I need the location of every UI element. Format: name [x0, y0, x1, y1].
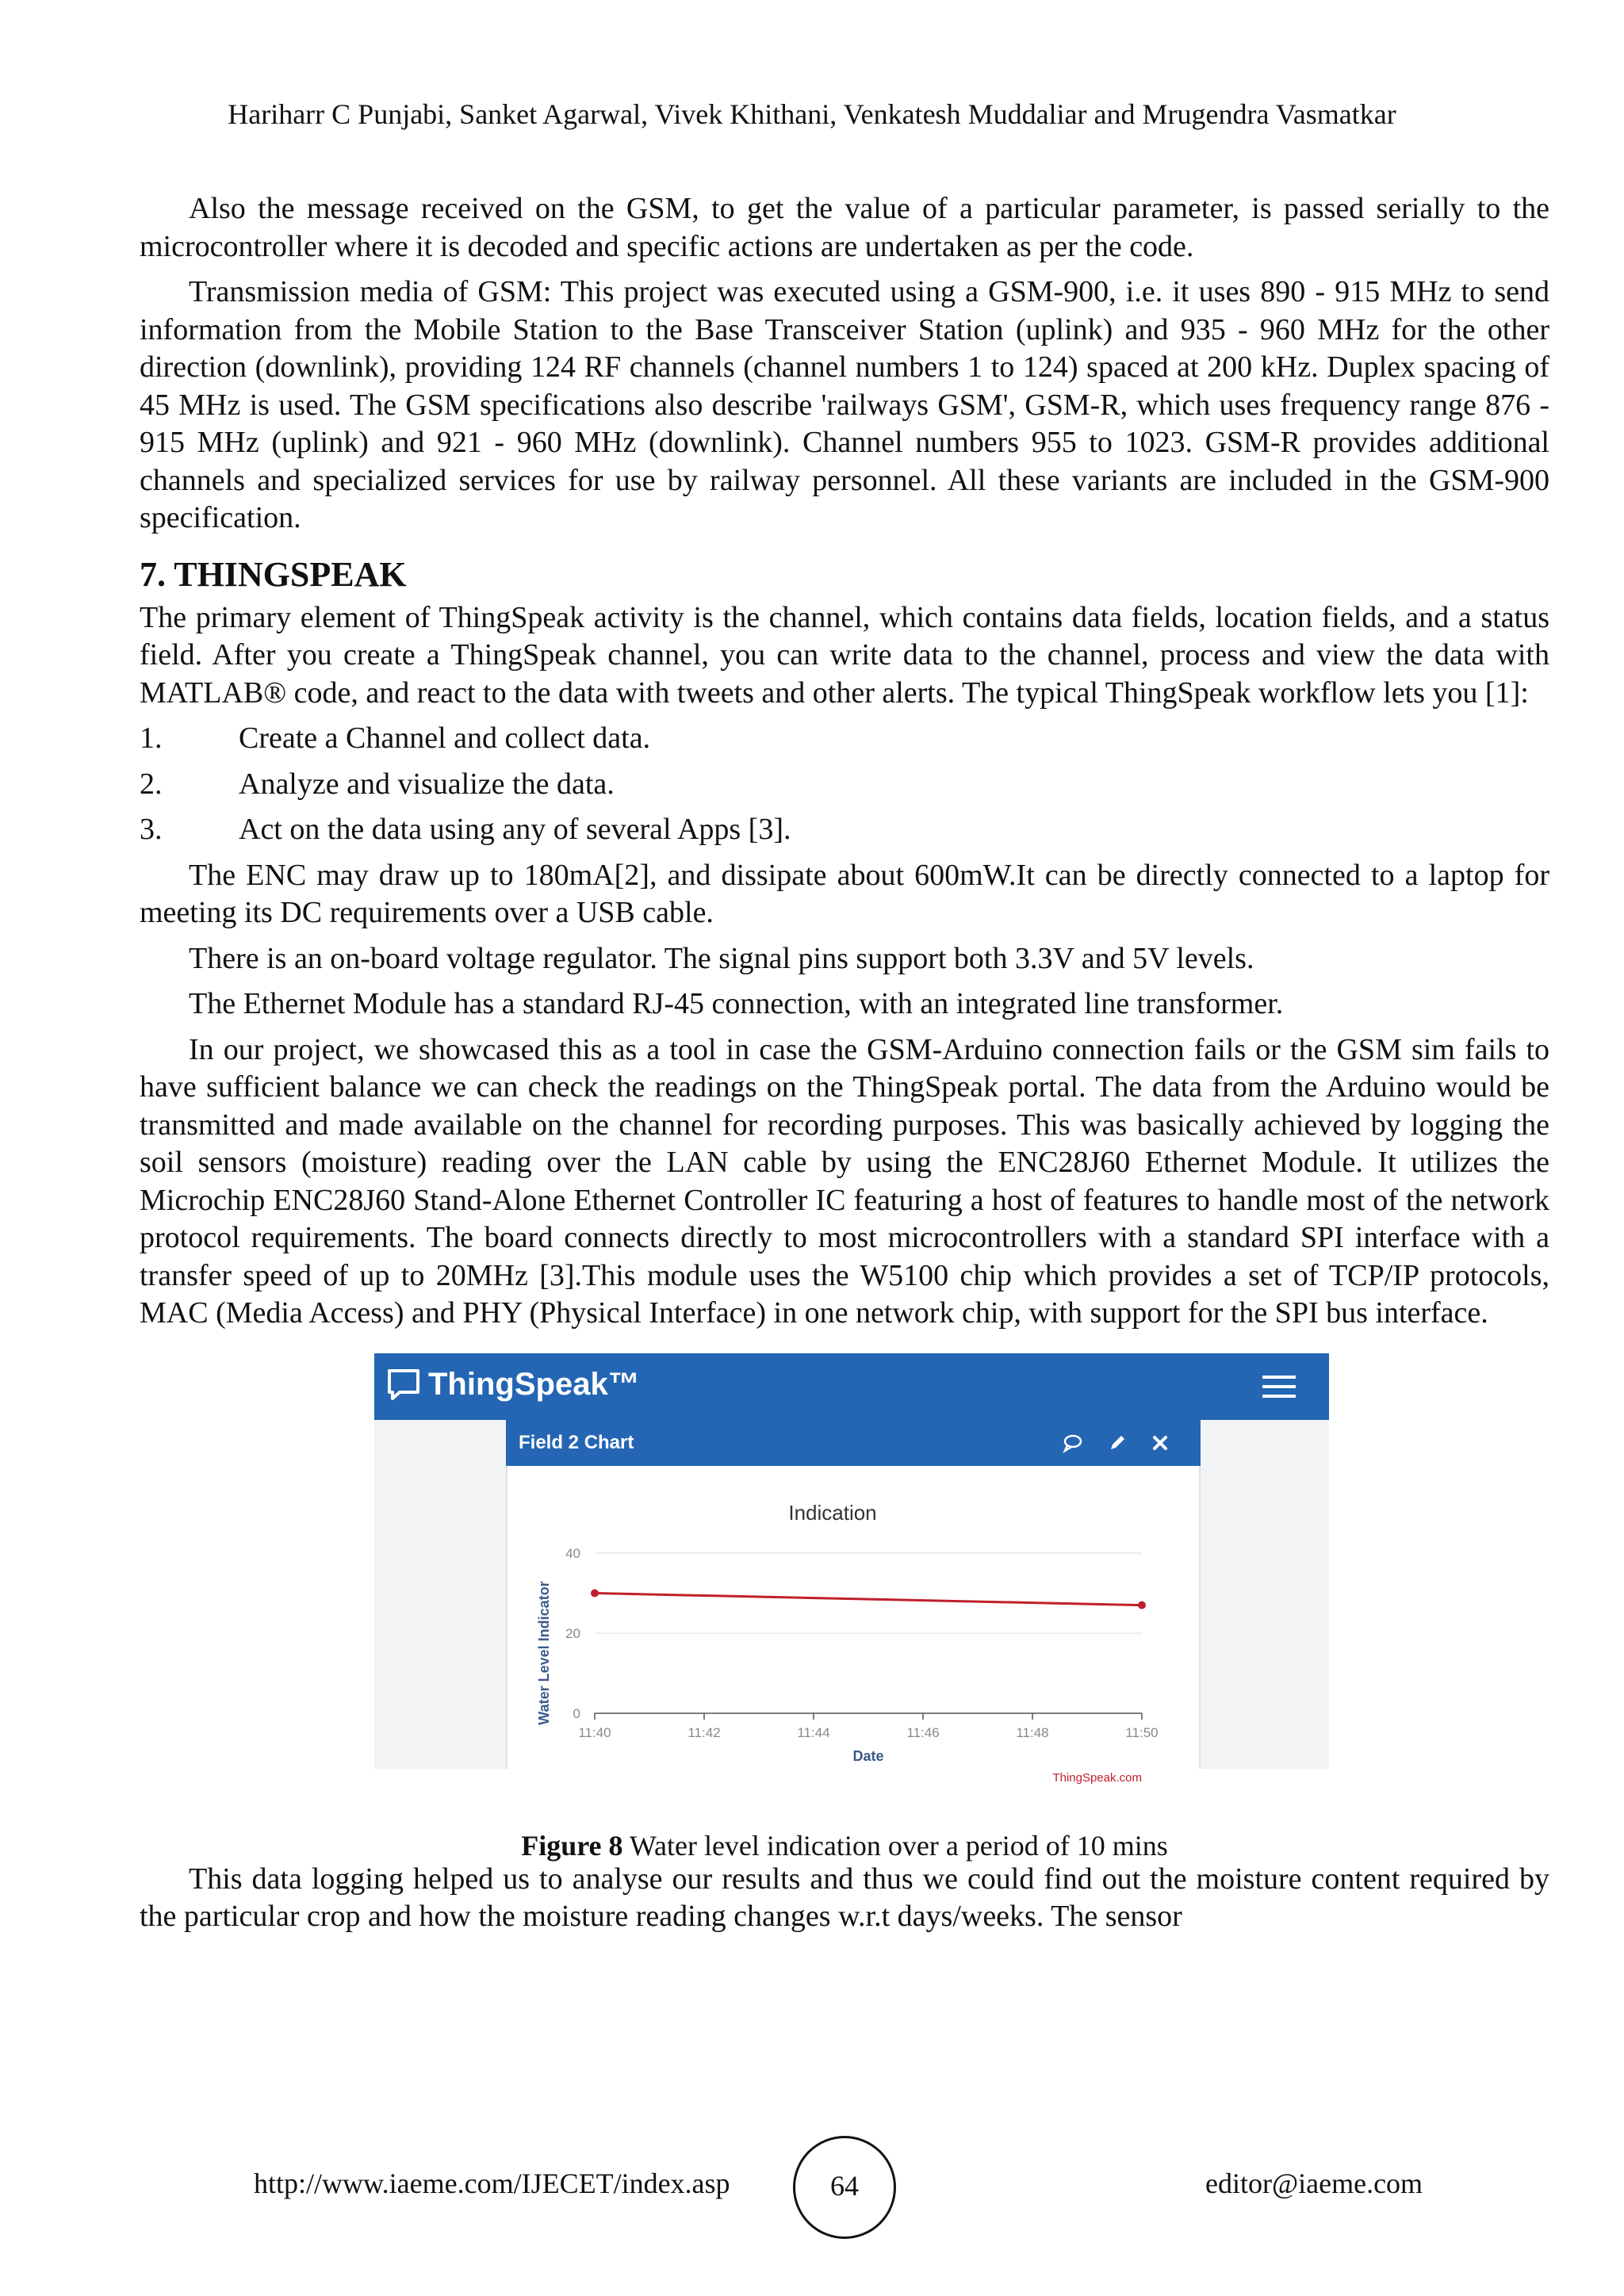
- page-number-circle: [793, 2136, 896, 2239]
- field-chart-card: [506, 1420, 1201, 1785]
- y-tick-label: 0: [573, 1705, 580, 1721]
- chart-gridlines: [595, 1553, 1142, 1713]
- chart-title: Indication: [788, 1500, 877, 1525]
- x-tick-label: 11:44: [797, 1724, 830, 1740]
- paragraph-gsm-message: Also the message received on the GSM, to get the value of a particular parameter, is passed serially to the microcontroller where it is decoded and specific actions are undertaken as per the code.: [140, 192, 1549, 263]
- section-title-thingspeak: 7. THINGSPEAK: [140, 554, 407, 594]
- speech-bubble-logo-icon: [385, 1366, 422, 1402]
- thingspeak-brand: ThingSpeak™: [428, 1366, 640, 1402]
- paragraph-enc-power: The ENC may draw up to 180mA[2], and dissipate about 600mW.It can be directly connected to a laptop for meeting its DC requirements over a USB cable.: [140, 858, 1549, 929]
- footer-url[interactable]: http://www.iaeme.com/IJECET/index.asp: [254, 2168, 730, 2199]
- main-content: [140, 190, 1549, 1944]
- data-point[interactable]: [1138, 1601, 1146, 1609]
- footer-email[interactable]: editor@iaeme.com: [1205, 2168, 1423, 2199]
- figure-caption-label: Figure 8: [521, 1829, 623, 1862]
- paragraph-gsm-transmission: Transmission media of GSM: This project was executed using a GSM-900, i.e. it uses 890 - 915 MHz to send information from the Mobile Station to the Base Transceiver Station (uplink) and 935 - 960 MHz for the other direction (downlink), providing 124 RF channels (channel numbers 1 to 124) spaced at 200 kHz. Duplex spacing of 45 MHz is used. The GSM specifications also describe 'railways GSM', GSM-R, which uses frequency range 876 - 915 MHz (uplink) and 921 - 960 MHz (downlink). Channel numbers 955 to 1023. GSM-R provides additional channels and specialized services for use by railway personnel. All these variants are included in the GSM-900 specification.: [140, 275, 1549, 534]
- thingspeak-screenshot: [374, 1353, 1329, 1785]
- comment-icon[interactable]: [1061, 1431, 1085, 1455]
- water-level-line-chart: [508, 1466, 1199, 1785]
- x-tick-label: 11:42: [688, 1724, 721, 1740]
- chart-card-title: Field 2 Chart: [519, 1431, 634, 1453]
- x-tick-label: 11:40: [578, 1724, 611, 1740]
- figure-8: [140, 1353, 1549, 1861]
- chart-series: [591, 1589, 1146, 1609]
- chart-area: [506, 1466, 1201, 1785]
- running-header-authors: Hariharr C Punjabi, Sanket Agarwal, Vivek Khithani, Venkatesh Muddaliar and Mrugendra Vasmatkar: [228, 98, 1396, 130]
- y-tick-label: 40: [565, 1545, 580, 1561]
- figure-caption-text: Water level indication over a period of 10 mins: [622, 1829, 1168, 1862]
- chart-watermark: ThingSpeak.com: [1052, 1770, 1142, 1785]
- list-item: [140, 811, 1549, 849]
- x-tick-label: 11:48: [1016, 1724, 1049, 1740]
- hamburger-menu-icon[interactable]: [1261, 1371, 1297, 1402]
- list-item-number: 2.: [140, 767, 163, 801]
- data-point[interactable]: [591, 1589, 599, 1597]
- paragraph-project-usage: In our project, we showcased this as a tool in case the GSM-Arduino connection fails or the GSM sim fails to have sufficient balance we can check the readings on the ThingSpeak portal. The data from the Arduino would be transmitted and made available on the channel for recording purposes. This was basically achieved by logging the soil sensors (moisture) reading over the LAN cable by using the ENC28J60 Ethernet Module. It utilizes the Microchip ENC28J60 Stand-Alone Ethernet Controller IC featuring a host of features to handle most of the network protocol requirements. The board connects directly to most microcontrollers with a standard SPI interface with a transfer speed of up to 20MHz [3].This module uses the W5100 chip which provides a set of TCP/IP protocols, MAC (Media Access) and PHY (Physical Interface) in one network chip, with support for the SPI bus interface.: [140, 1032, 1549, 1330]
- chart-y-axis-label: Water Level Indicator: [536, 1580, 552, 1725]
- list-item-text: Analyze and visualize the data.: [239, 767, 615, 801]
- chart-x-axis-label: Date: [852, 1747, 884, 1764]
- list-item: [140, 720, 1549, 758]
- paragraph-thingspeak-intro: The primary element of ThingSpeak activity is the channel, which contains data fields, location fields, and a status field. After you create a ThingSpeak channel, you can write data to the channel, process and view the data with MATLAB® code, and react to the data with tweets and other alerts. The typical ThingSpeak workflow lets you [1]:: [140, 600, 1549, 710]
- workflow-list: [140, 720, 1549, 849]
- y-tick-label: 20: [565, 1625, 580, 1641]
- list-item-number: 3.: [140, 813, 163, 846]
- x-tick-label: 11:50: [1125, 1724, 1159, 1740]
- figure-caption: [140, 1827, 1549, 1864]
- paragraph-ethernet-module: The Ethernet Module has a standard RJ-45 connection, with an integrated line transformer.: [189, 987, 1284, 1020]
- series-line: [595, 1593, 1142, 1605]
- thingspeak-topbar: [374, 1353, 1329, 1420]
- chart-x-ticks: [578, 1713, 1158, 1740]
- list-item-number: 1.: [140, 721, 163, 755]
- list-item-text: Act on the data using any of several Apps [3].: [239, 813, 791, 846]
- x-tick-label: 11:46: [906, 1724, 940, 1740]
- chart-card-header: [506, 1420, 1201, 1466]
- list-item: [140, 766, 1549, 804]
- paragraph-voltage-regulator: There is an on-board voltage regulator. The signal pins support both 3.3V and 5V levels.: [189, 941, 1254, 975]
- paragraph-data-logging: This data logging helped us to analyse our results and thus we could find out the moisture content required by the particular crop and how the moisture reading changes w.r.t days/weeks. The sensor: [140, 1862, 1549, 1933]
- list-item-text: Create a Channel and collect data.: [239, 721, 651, 755]
- close-icon[interactable]: [1148, 1431, 1172, 1455]
- chart-y-ticks: [565, 1546, 580, 1721]
- page-number: 64: [830, 2170, 859, 2202]
- pencil-edit-icon[interactable]: [1105, 1431, 1129, 1455]
